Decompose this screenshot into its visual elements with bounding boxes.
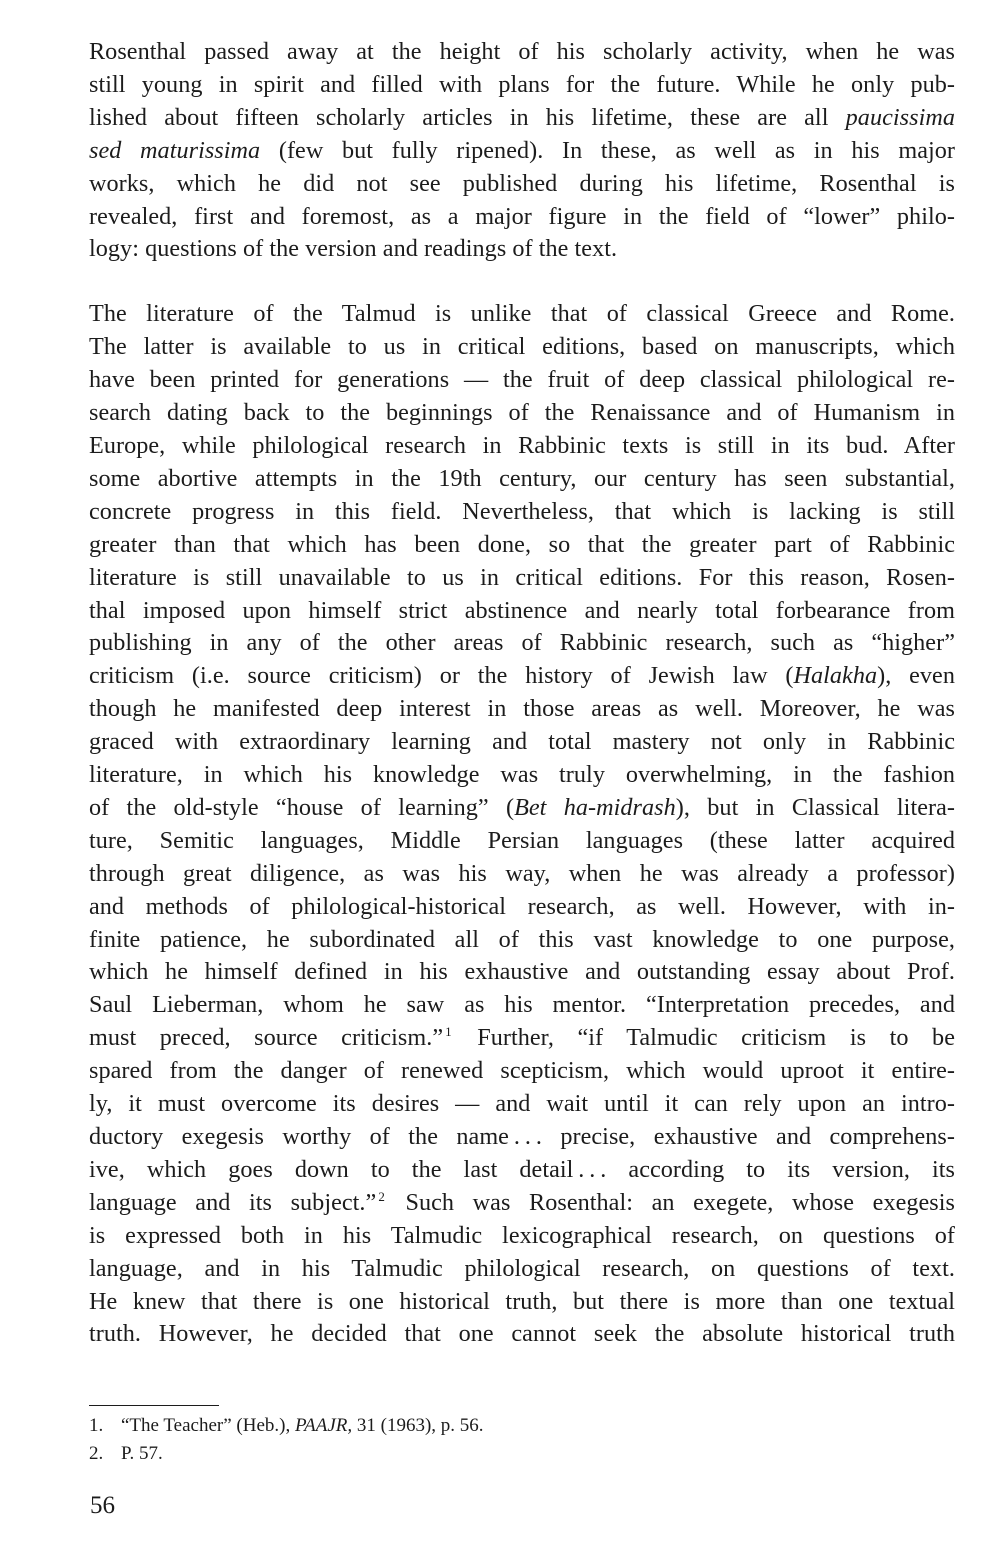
text-run: 31 (1963), p. 56. bbox=[352, 1415, 484, 1436]
text-line bbox=[89, 331, 955, 364]
text-line bbox=[89, 1187, 955, 1220]
text-run: and methods of philological-historical research, as well. However, with in- bbox=[89, 892, 955, 920]
text-run: ive, which goes down to the last detail . . . according to its version, its bbox=[89, 1155, 955, 1183]
italic-text: PAAJR, bbox=[294, 1415, 353, 1436]
text-line bbox=[89, 397, 955, 430]
text-line bbox=[89, 430, 955, 463]
text-run: through great diligence, as was his way, when he was already a professor) bbox=[89, 859, 955, 887]
text-line bbox=[89, 726, 955, 759]
text-run: P. 57. bbox=[121, 1443, 163, 1464]
text-run: lished about fifteen scholarly articles in his lifetime, these are all bbox=[89, 103, 846, 131]
text-run: search dating back to the beginnings of the Renaissance and of Humanism in bbox=[89, 399, 955, 427]
text-run: must preced, source criticism.” bbox=[89, 1024, 444, 1052]
text-line bbox=[89, 759, 955, 792]
page-number: 56 bbox=[90, 1492, 115, 1519]
text-run: (few but fully ripened). In these, as well as in his major bbox=[260, 136, 955, 164]
text-run: of the old-style “house of learning” ( bbox=[89, 793, 515, 821]
text-run: publishing in any of the other areas of Rabbinic research, such as “higher” bbox=[89, 629, 955, 657]
text-run: Rosenthal passed away at the height of his scholarly activity, when he was bbox=[89, 38, 955, 65]
text-run: Such was Rosenthal: an exegete, whose exegesis bbox=[386, 1188, 955, 1216]
text-line bbox=[89, 298, 955, 331]
text-run: language and its subject.” bbox=[89, 1188, 377, 1216]
text-line bbox=[89, 69, 955, 102]
text-line bbox=[89, 924, 955, 957]
text-run: The literature of the Talmud is unlike that of classical Greece and Rome. bbox=[89, 300, 955, 328]
text-line bbox=[89, 1253, 955, 1286]
text-run: works, which he did not see published during his lifetime, Rosenthal is bbox=[89, 169, 955, 197]
text-line bbox=[89, 792, 955, 825]
text-run: logy: questions of the version and readings of the text. bbox=[89, 235, 618, 263]
text-run: criticism (i.e. source criticism) or the history of Jewish law ( bbox=[89, 662, 794, 690]
text-run: The latter is available to us in critical editions, based on manuscripts, which bbox=[89, 333, 955, 361]
paragraph bbox=[89, 298, 955, 1351]
text-line bbox=[89, 233, 955, 266]
text-run: still young in spirit and filled with plans for the future. While he only pub- bbox=[89, 70, 955, 98]
text-run: ture, Semitic languages, Middle Persian languages (these latter acquired bbox=[89, 826, 955, 854]
text-line bbox=[89, 1121, 955, 1154]
footnote-reference: 2 bbox=[378, 1188, 385, 1204]
text-run: have been printed for generations — the fruit of deep classical philological re- bbox=[89, 366, 955, 394]
italic-text: sed maturissima bbox=[89, 136, 261, 164]
text-run: some abortive attempts in the 19th century, our century has seen substantial, bbox=[89, 464, 955, 492]
footnote-reference: 1 bbox=[445, 1024, 452, 1040]
text-run: spared from the danger of renewed scepticism, which would uproot it entire- bbox=[89, 1057, 955, 1085]
text-line bbox=[89, 1022, 955, 1055]
text-line bbox=[89, 1286, 955, 1319]
text-line bbox=[89, 825, 955, 858]
text-line bbox=[89, 36, 955, 69]
footnote-divider bbox=[89, 1405, 219, 1406]
italic-text: Halakha bbox=[793, 662, 878, 690]
text-line bbox=[89, 595, 955, 628]
italic-text: Bet ha-midrash bbox=[514, 793, 676, 821]
text-line bbox=[89, 102, 955, 135]
text-run: Saul Lieberman, whom he saw as his mentor. “Interpretation precedes, and bbox=[89, 991, 955, 1019]
text-run: ), but in Classical litera- bbox=[675, 793, 955, 821]
text-run: He knew that there is one historical truth, but there is more than one textual bbox=[89, 1287, 955, 1315]
text-line bbox=[89, 562, 955, 595]
text-run: though he manifested deep interest in those areas as well. Moreover, he was bbox=[89, 695, 955, 723]
text-line bbox=[89, 529, 955, 562]
text-run: Europe, while philological research in Rabbinic texts is still in its bud. After bbox=[89, 431, 955, 459]
text-run: literature, in which his knowledge was truly overwhelming, in the fashion bbox=[89, 761, 955, 789]
paragraph bbox=[89, 36, 955, 266]
text-line bbox=[89, 858, 955, 891]
text-line bbox=[89, 1088, 955, 1121]
text-run: language, and in his Talmudic philological research, on questions of text. bbox=[89, 1254, 955, 1282]
text-line bbox=[89, 1318, 955, 1351]
text-line bbox=[89, 693, 955, 726]
text-run: greater than that which has been done, so that the greater part of Rabbinic bbox=[89, 530, 955, 558]
text-run: graced with extraordinary learning and total mastery not only in Rabbinic bbox=[89, 728, 955, 756]
body-text bbox=[89, 36, 955, 1351]
footnotes bbox=[89, 1412, 955, 1468]
footnote-number: 1. bbox=[89, 1415, 104, 1436]
text-run: “The Teacher” (Heb.), bbox=[121, 1415, 295, 1436]
text-line bbox=[89, 660, 955, 693]
text-line bbox=[89, 956, 955, 989]
text-run: ), even bbox=[877, 662, 955, 690]
text-run: truth. However, he decided that one cannot seek the absolute historical truth bbox=[89, 1320, 955, 1348]
text-line bbox=[89, 201, 955, 234]
text-run: is expressed both in his Talmudic lexicographical research, on questions of bbox=[89, 1221, 955, 1249]
text-line bbox=[89, 135, 955, 168]
text-line bbox=[89, 1154, 955, 1187]
text-line bbox=[89, 168, 955, 201]
text-line bbox=[89, 989, 955, 1022]
text-run: which he himself defined in his exhaustive and outstanding essay about Prof. bbox=[89, 958, 955, 986]
text-run: ductory exegesis worthy of the name . . . precise, exhaustive and comprehens- bbox=[89, 1123, 955, 1150]
footnote bbox=[89, 1412, 955, 1440]
text-line bbox=[89, 463, 955, 496]
text-run: literature is still unavailable to us in critical editions. For this reason, Rosen- bbox=[89, 563, 955, 591]
text-run: ly, it must overcome its desires — and wait until it can rely upon an intro- bbox=[89, 1090, 955, 1118]
text-run: revealed, first and foremost, as a major figure in the field of “lower” philo- bbox=[89, 202, 955, 230]
text-run: thal imposed upon himself strict abstinence and nearly total forbearance from bbox=[89, 596, 955, 624]
text-run: concrete progress in this field. Nevertheless, that which is lacking is still bbox=[89, 497, 955, 525]
text-line bbox=[89, 891, 955, 924]
text-line bbox=[89, 627, 955, 660]
footnote-number: 2. bbox=[89, 1443, 104, 1464]
text-line bbox=[89, 1220, 955, 1253]
text-line bbox=[89, 364, 955, 397]
text-line bbox=[89, 1055, 955, 1088]
text-run: finite patience, he subordinated all of this vast knowledge to one purpose, bbox=[89, 925, 955, 953]
italic-text: paucissima bbox=[845, 103, 955, 131]
text-run: Further, “if Talmudic criticism is to be bbox=[453, 1024, 955, 1052]
footnote bbox=[89, 1440, 955, 1468]
text-line bbox=[89, 496, 955, 529]
